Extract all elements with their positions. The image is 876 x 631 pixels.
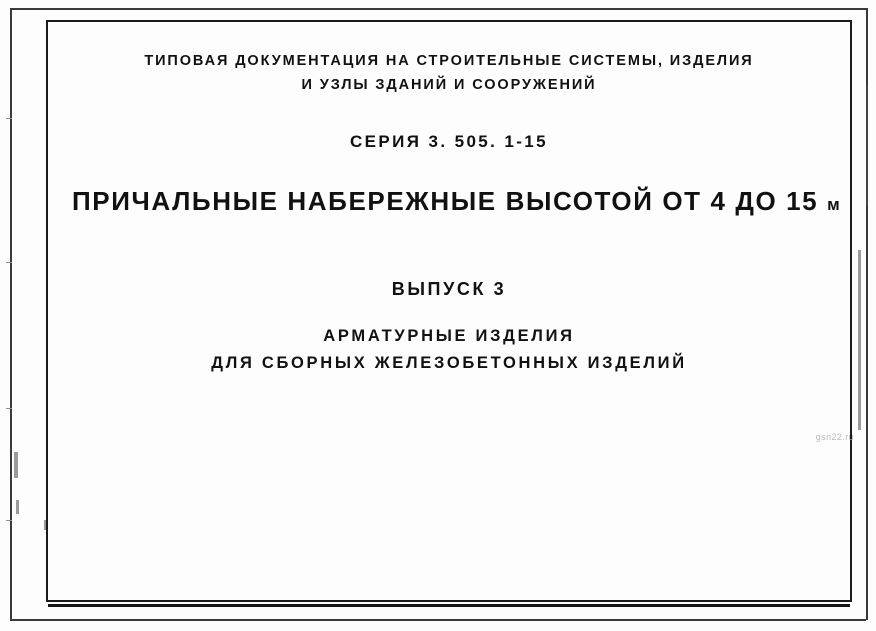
scan-speckle	[16, 500, 19, 514]
header-line-1: ТИПОВАЯ ДОКУМЕНТАЦИЯ НА СТРОИТЕЛЬНЫЕ СИСТЕМЫ, ИЗДЕЛИЯ	[144, 53, 754, 69]
scan-speckle	[14, 452, 18, 478]
title-block	[46, 20, 852, 602]
issue-number: ВЫПУСК 3	[391, 278, 507, 299]
header-line-2: И УЗЛЫ ЗДАНИЙ И СООРУЖЕНИЙ	[301, 77, 597, 94]
binding-mark	[6, 118, 12, 119]
watermark-text: gsn22.ru	[815, 432, 854, 442]
binding-mark	[6, 520, 12, 521]
series-designation: СЕРИЯ 3. 505. 1-15	[349, 131, 549, 151]
drawing-frame-bottom-rule	[48, 604, 850, 607]
document-title-text: ПРИЧАЛЬНЫЕ НАБЕРЕЖНЫЕ ВЫСОТОЙ ОТ 4 ДО 15	[72, 185, 819, 216]
subtitle-line-2: ДЛЯ СБОРНЫХ ЖЕЛЕЗОБЕТОННЫХ ИЗДЕЛИЙ	[211, 353, 687, 372]
document-title	[72, 185, 841, 217]
scan-speckle	[858, 250, 861, 430]
scan-speckle	[866, 86, 868, 206]
binding-mark	[6, 408, 12, 409]
page-edge-left	[10, 8, 12, 620]
binding-mark	[6, 262, 12, 263]
document-title-unit: м	[827, 194, 841, 214]
subtitle-line-1: АРМАТУРНЫЕ ИЗДЕЛИЯ	[323, 326, 575, 345]
page-edge-top	[10, 8, 866, 10]
page-edge-bottom	[10, 619, 866, 621]
